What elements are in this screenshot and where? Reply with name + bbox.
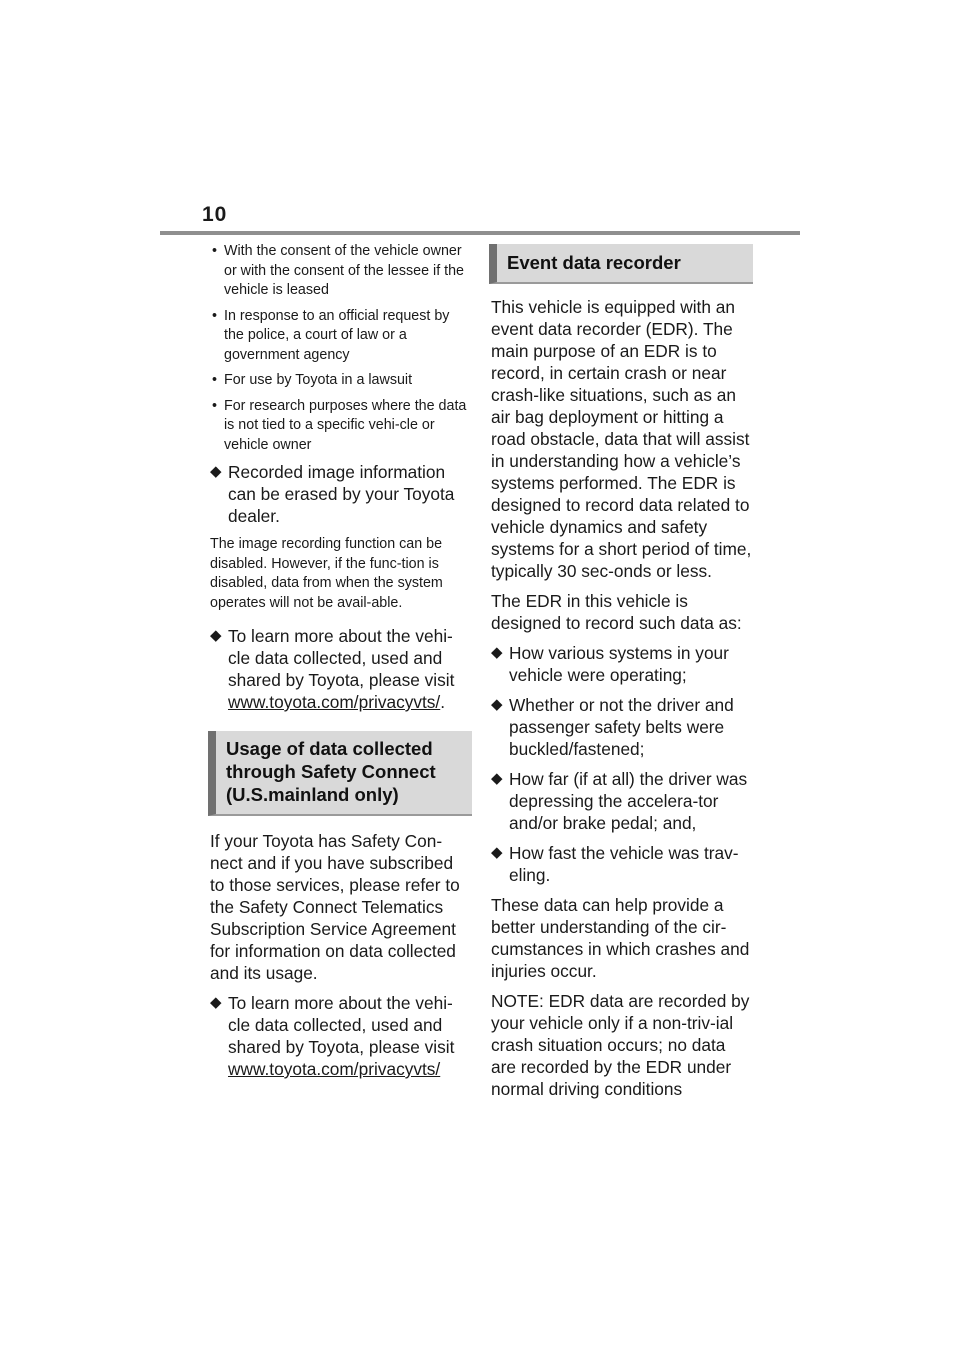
edr-intro-paragraph: This vehicle is equipped with an event data recorder (EDR). The main purpose of an EDR is to record, in certain crash or near crash-like situations, such as an air bag deployment or hitting a road obstacle, data that will assist in understanding how a vehicle’s systems performed. The EDR is designed to record data related to vehicle dynamics and safety systems for a short period of time, typically 30 sec-onds or less. — [491, 297, 752, 581]
privacy-link-2[interactable]: www.toyota.com/privacyvts/ — [228, 1059, 441, 1079]
safety-connect-paragraph: If your Toyota has Safety Con-nect and if you have subscribed to those services, please refer to the Safety Connect Telematics Subscription Service Agreement for information on data collected and its usage. — [210, 831, 460, 983]
edr-designed-paragraph: The EDR in this vehicle is designed to record such data as: — [491, 591, 742, 633]
dot-bullet-icon: • — [212, 243, 218, 259]
dot-bullet-icon: • — [212, 397, 218, 414]
recording-note: The image recording function can be disabled. However, if the func-tion is disabled, data from when the system operates will not be avail-able. — [210, 536, 443, 611]
diamond-bullet-icon: ◆ — [210, 463, 222, 480]
dot-bullet-icon: • — [212, 372, 218, 388]
erase-bullet: ◆ Recorded image information can be erased by your Toyota dealer. — [210, 462, 455, 526]
diamond-bullet-icon: ◆ — [491, 696, 503, 713]
page-number: 10 — [202, 203, 228, 226]
list-item: • With the consent of the vehicle owner or with the consent of the lessee if the vehicle is leased — [212, 243, 465, 298]
diamond-bullet-icon: ◆ — [491, 844, 503, 861]
dot-bullet-icon: • — [212, 307, 218, 324]
right-column — [491, 242, 753, 1108]
left-column — [210, 242, 472, 1088]
diamond-bullet-icon: ◆ — [491, 644, 503, 661]
section-heading-safety-connect: Usage of data collected through Safety Connect (U.S.mainland only) — [208, 731, 472, 816]
edr-bullet-speed: ◆ How fast the vehicle was trav-eling. — [491, 843, 739, 885]
consent-list — [210, 242, 472, 455]
learn-more-bullet-2: ◆ To learn more about the vehi-cle data collected, used and shared by Toyota, please visit www.toyota.com/privacyvts/ — [210, 993, 455, 1079]
section-heading-edr: Event data recorder — [489, 244, 753, 284]
diamond-bullet-icon: ◆ — [210, 627, 222, 644]
edr-note-paragraph: NOTE: EDR data are recorded by your vehicle only if a non-triv-ial crash situation occurs; no data are recorded by the EDR under normal driving conditions — [491, 991, 750, 1099]
edr-bullet-systems: ◆ How various systems in your vehicle were operating; — [491, 643, 729, 685]
edr-bullet-belts: ◆ Whether or not the driver and passenger safety belts were buckled/fastened; — [491, 695, 734, 759]
learn-more-bullet-1: ◆ To learn more about the vehi-cle data collected, used and shared by Toyota, please visit www.toyota.com/privacyvts/. — [210, 626, 455, 712]
edr-bullet-pedal: ◆ How far (if at all) the driver was depressing the accelera-tor and/or brake pedal; and, — [491, 769, 748, 833]
list-item: • For use by Toyota in a lawsuit — [210, 371, 472, 391]
privacy-link-1[interactable]: www.toyota.com/privacyvts/ — [228, 692, 441, 712]
list-item: • In response to an official request by the police, a court of law or a government agency — [212, 307, 450, 363]
diamond-bullet-icon: ◆ — [491, 770, 503, 787]
list-item: • For research purposes where the data is not tied to a specific vehi-cle or vehicle owner — [212, 397, 467, 453]
edr-help-paragraph: These data can help provide a better understanding of the cir-cumstances in which crashes and injuries occur. — [491, 895, 750, 981]
diamond-bullet-icon: ◆ — [210, 994, 222, 1011]
header-divider — [160, 231, 800, 235]
